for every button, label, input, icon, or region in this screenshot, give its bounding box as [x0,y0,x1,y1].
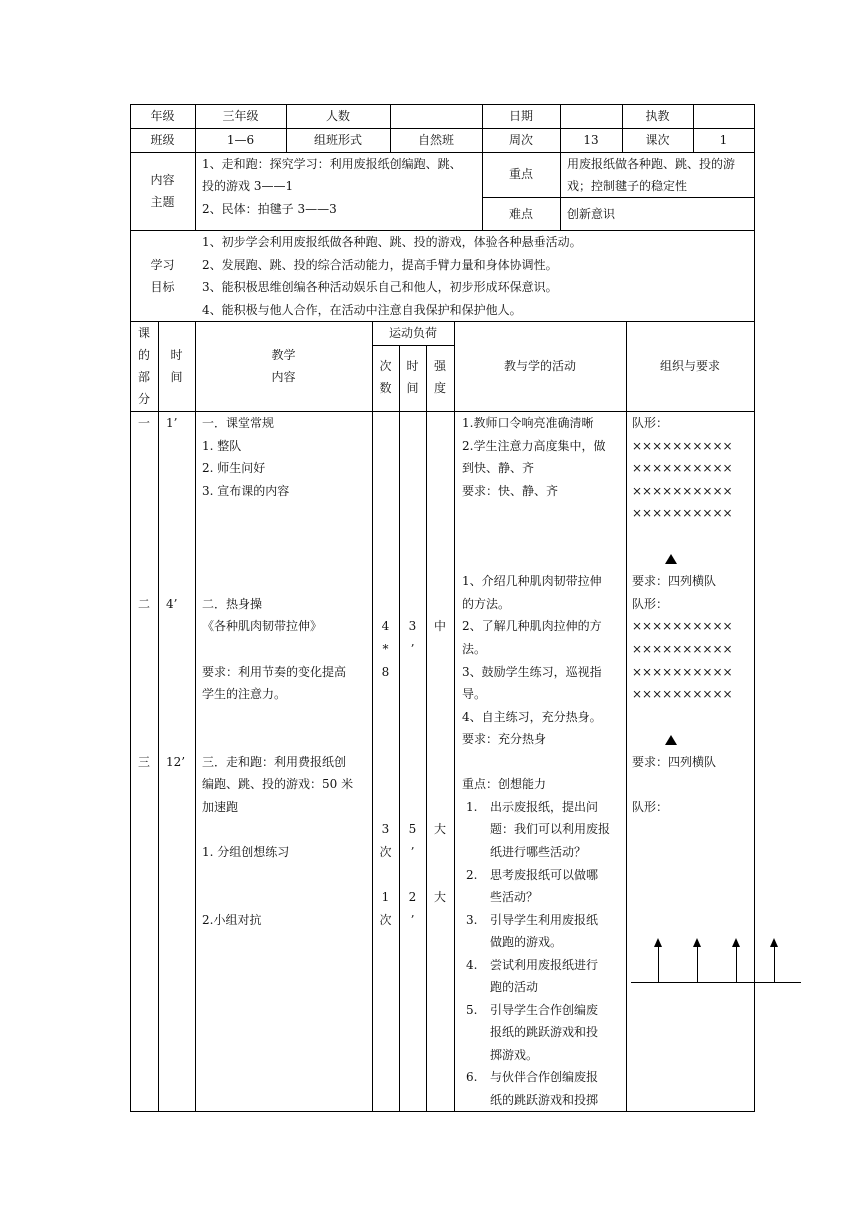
grade-value: 三年级 [222,109,259,123]
col-divider [158,321,159,1112]
activity-line: 的方法。 [462,597,511,611]
load-duration: 5 [408,822,417,836]
load-count: 次 [379,845,392,859]
col-duration-char: 间 [406,381,419,395]
row-divider [372,345,454,346]
formation-row: ×××××××××× [632,484,733,498]
org-line: 队形： [632,800,669,814]
time-two: 4’ [166,597,178,611]
step-line: 纸进行哪些活动？ [490,845,587,859]
formation-row: ×××××××××× [632,687,733,701]
activity-line: 法。 [462,642,487,656]
arrow-up-icon [697,940,698,982]
activity-line: 1.教师口令响亮准确清晰 [462,416,594,430]
col-activity-header: 教与学的活动 [503,359,576,373]
col-part-char: 分 [137,392,150,406]
step-number: 6. [466,1070,478,1084]
load-duration: ’ [410,642,415,656]
teach-line: 编跑、跳、投的游戏：50 米 [202,777,354,791]
teach-line: 2. 师生问好 [202,461,266,475]
load-count: * [382,642,389,656]
activity-line: 要求：充分热身 [462,732,547,746]
grade-label: 年级 [150,109,175,123]
activity-line: 4、自主练习，充分热身。 [462,710,602,724]
teach-line: 1. 分组创想练习 [202,845,290,859]
activity-key: 重点：创想能力 [462,777,547,791]
step-number: 3. [466,913,478,927]
content-line: 投的游戏 3——1 [202,179,294,193]
formation-row: ×××××××××× [632,642,733,656]
goal-line: 2、发展跑、跳、投的综合活动能力，提高手臂力量和身体协调性。 [202,258,558,272]
step-line: 尝试利用废报纸进行 [490,958,599,972]
load-duration: ’ [410,913,415,927]
formation-row: ×××××××××× [632,665,733,679]
step-line: 思考废报纸可以做哪 [490,868,599,882]
step-line: 引导学生利用废报纸 [490,913,599,927]
step-line: 跑的活动 [490,980,539,994]
col-part-char: 课 [137,326,150,340]
org-line: 队形： [632,416,669,430]
count-label: 人数 [325,109,350,123]
time-one: 1’ [166,416,178,430]
arrow-up-icon [774,940,775,982]
step-line: 掷游戏。 [490,1048,539,1062]
step-number: 1. [466,800,478,814]
key-line: 戏；控制毽子的稳定性 [567,179,688,193]
teach-line: 二．热身操 [202,597,263,611]
goal-line: 4、能积极与他人合作，在活动中注意自我保护和保护他人。 [202,303,522,317]
key-line: 用废报纸做各种跑、跳、投的游 [567,157,736,171]
content-label: 内容 [150,173,175,187]
step-line: 些活动？ [490,890,539,904]
difficulty-label: 难点 [508,207,533,221]
step-number: 4. [466,958,478,972]
load-duration: 2 [408,890,417,904]
col-time-char: 时 [170,348,183,362]
col-divider [195,321,196,1112]
theme-label: 主题 [150,195,175,209]
formation-row: ×××××××××× [632,439,733,453]
col-intensity-char: 强 [433,359,446,373]
load-intensity: 大 [433,890,446,904]
arrow-up-icon [736,940,737,982]
lesson-label: 课次 [645,133,670,147]
col-part-char: 部 [137,370,150,384]
goals-label: 目标 [150,280,175,294]
teach-line: 要求：利用节奏的变化提高 [202,665,347,679]
activity-line: 2.学生注意力高度集中，做 [462,439,606,453]
teach-line: 三．走和跑：利用费报纸创 [202,755,347,769]
step-line: 引导学生合作创编废 [490,1003,599,1017]
load-count: 次 [379,913,392,927]
col-divider [399,345,400,1112]
key-label: 重点 [508,167,533,181]
activity-line: 要求：快、静、齐 [462,484,559,498]
step-line: 报纸的跳跃游戏和投 [490,1025,599,1039]
col-load-header: 运动负荷 [388,326,437,340]
start-line [631,982,801,983]
teach-line: 《各种肌肉韧带拉伸》 [202,619,323,633]
part-one: 一 [137,416,150,430]
load-duration: 3 [408,619,417,633]
teach-line: 1. 整队 [202,439,242,453]
step-line: 题：我们可以利用废报 [490,822,611,836]
load-duration: ’ [410,845,415,859]
col-intensity-char: 度 [433,381,446,395]
step-line: 与伙伴合作创编废报 [490,1070,599,1084]
step-number: 2. [466,868,478,882]
org-line: 队形： [632,597,669,611]
content-line: 1、走和跑：探究学习：利用废报纸创编跑、跳、 [202,157,462,171]
load-count: 8 [381,665,390,679]
teach-line: 一．课堂常规 [202,416,275,430]
time-three: 12’ [166,755,186,769]
week-label: 周次 [508,133,533,147]
formation-row: ×××××××××× [632,506,733,520]
col-divider [560,104,561,231]
col-divider [626,321,627,1112]
load-count: 3 [381,822,390,836]
load-intensity: 大 [433,822,446,836]
table-border-bottom [130,1111,755,1112]
formation-row: ×××××××××× [632,461,733,475]
col-organization-header: 组织与要求 [659,359,720,373]
org-line: 要求：四列横队 [632,574,717,588]
load-count: 4 [381,619,390,633]
col-divider [454,321,455,1112]
date-label: 日期 [508,109,533,123]
class-value: 1—6 [226,133,255,147]
goals-label: 学习 [150,258,175,272]
week-value: 13 [583,133,599,147]
step-line: 纸的跳跃游戏和投掷 [490,1093,599,1107]
lesson-value: 1 [719,133,728,147]
part-three: 三 [137,755,150,769]
teach-line: 3. 宣布课的内容 [202,484,290,498]
goal-line: 1、初步学会利用废报纸做各种跑、跳、投的游戏，体验各种悬垂活动。 [202,235,582,249]
teach-line: 2.小组对抗 [202,913,262,927]
col-teach-header: 教学 [271,348,296,362]
goal-line: 3、能积极思维创编各种活动娱乐自己和他人，初步形成环保意识。 [202,280,558,294]
col-count-char: 数 [379,381,392,395]
activity-line: 1、介绍几种肌肉韧带拉伸 [462,574,602,588]
activity-line: 导。 [462,687,487,701]
load-intensity: 中 [433,619,446,633]
content-line: 2、民体：拍毽子 3——3 [202,202,337,216]
col-duration-char: 时 [406,359,419,373]
col-count-char: 次 [379,359,392,373]
col-divider [372,321,373,1112]
teach-line: 学生的注意力。 [202,687,287,701]
difficulty-value: 创新意识 [567,207,616,221]
col-time-char: 间 [170,370,183,384]
step-line: 做跑的游戏。 [490,935,563,949]
teacher-label: 执教 [645,109,670,123]
formation-row: ×××××××××× [632,619,733,633]
form-value: 自然班 [417,133,454,147]
class-label: 班级 [150,133,175,147]
teacher-position-icon [665,735,677,745]
activity-line: 3、鼓励学生练习，巡视指 [462,665,602,679]
form-label: 组班形式 [313,133,362,147]
col-divider [426,345,427,1112]
load-count: 1 [381,890,390,904]
col-part-char: 的 [137,348,150,362]
arrow-up-icon [658,940,659,982]
col-teach-header: 内容 [271,370,296,384]
teach-line: 加速跑 [202,800,239,814]
step-line: 出示废报纸，提出问 [490,800,599,814]
part-two: 二 [137,597,150,611]
activity-line: 2、了解几种肌肉拉伸的方 [462,619,602,633]
org-line: 要求：四列横队 [632,755,717,769]
step-number: 5. [466,1003,478,1017]
teacher-position-icon [665,554,677,564]
table-border-right [754,104,755,1112]
activity-line: 到快、静、齐 [462,461,535,475]
